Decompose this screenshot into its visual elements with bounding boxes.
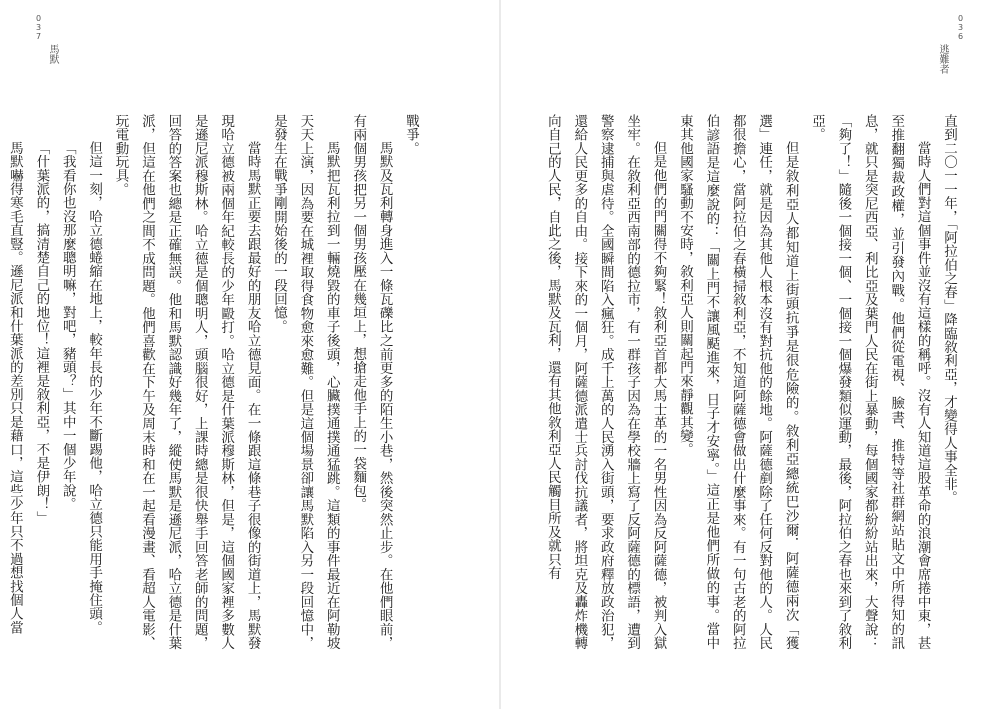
body-paragraph: 「什葉派的，搞清楚自己的地位！這裡是敘利亞，不是伊朗！」	[33, 141, 50, 525]
body-paragraph: 但是敘利亞人都知道上街頭抗爭是很危險的。敘利亞總統巴沙爾．阿薩德兩次「獲選」連任，就是因為其他人根本沒有對抗他的餘地。阿薩德剷除了任何反對他的人。人民都很擔心，當阿拉伯之春橫掃敘利亞，不知道阿薩德會做出什麼事來。有一句古老的阿拉伯諺語是這麼說的：「關上門不讓風颳進來，日子才安寧。」這正是他們所做的事。當中東其他國家騷動不安時，敘利亞人則關起門來靜觀其變。	[676, 114, 799, 650]
body-paragraph: 「我看你也沒那麼聰明嘛，對吧，豬頭？」其中一個少年說。	[59, 141, 76, 511]
body-paragraph: 戰爭。	[403, 114, 419, 156]
left-running-title: 馬默	[47, 44, 58, 64]
right-running-title: 逃難者	[937, 44, 948, 74]
right-page	[500, 0, 1000, 709]
body-paragraph: 馬默嚇得寒毛直豎。遜尼派和什葉派的差別只是藉口，這些少年只不過想找個人當	[6, 141, 23, 635]
left-page-number: 037	[34, 14, 43, 41]
body-paragraph: 馬默及瓦利轉身進入一條瓦礫比之前更多的陌生小巷，然後突然止步。在他們眼前，有兩個男孩把另一個男孩壓在幾垣上，想搶走他手上的一袋麵包。	[350, 114, 393, 650]
right-page-number: 036	[956, 14, 965, 41]
left-body-text	[6, 114, 424, 650]
body-paragraph: 但這一刻，哈立德蜷縮在地上，較年長的少年不斷踢他，哈立德只能用手掩住頭。	[86, 141, 103, 635]
body-paragraph: 直到二〇一一年，「阿拉伯之春」降臨敘利亞，才變得人事全非。	[941, 114, 957, 505]
body-paragraph: 但是他們的門關得不夠緊！敘利亞首都大馬士革的一名男性因為反阿薩德，被判入獄坐牢。在敘利亞西南部的德拉市，有一群孩子因為在學校牆上寫了反阿薩德的標語，遭到警察逮捕與虐待。全國瞬間陷入瘋狂。成千上萬的人民湧入街頭，要求政府釋放政治犯，還給人民更多的自由。接下來的一個月，阿薩德派遣士兵討伐抗議者，將坦克及轟炸機轉向自己的人民，自此之後，馬默及瓦利，還有其他敘利亞人民觸目所及就只有	[544, 114, 667, 650]
right-body-text	[544, 114, 962, 650]
body-paragraph: 當時馬默正要去跟最好的朋友哈立德見面。在一條跟這條巷子很像的街道上，馬默發現哈立德被兩個年紀較長的少年毆打。哈立德是什葉派穆斯林，但是，這個國家裡多數人是遜尼派穆斯林。哈立德是個聰明人，頭腦很好，上課時總是很快舉手回答老師的問題，回答的答案也總是正確無誤。他和馬默認識好幾年了，縱使馬默是遜尼派，哈立德是什葉派，但這在他們之間不成問題。他們喜歡在下午及周末時和在一起看漫畫、看超人電影、玩電動玩具。	[112, 114, 261, 650]
body-paragraph: 當時人們對這個事件並沒有這樣的稱呼。沒有人知道這股革命的浪潮會席捲中東，甚至推翻獨裁政權，並引發內戰。他們從電視、臉書、推特等社群網站貼文中所得知的訊息，就只是突尼西亞、利比亞及葉門人民在街上暴動，每個國家都紛紛站出來，大聲說：「夠了！」隨後一個接一個、一個接一個爆發類似運動，最後，阿拉伯之春也來到了敘利亞。	[808, 114, 931, 650]
body-paragraph: 馬默把瓦利拉到一輛燒毀的車子後頭，心臟撲通撲通猛跳。這類的事件最近在阿勒坡天天上演，因為要在城裡取得食物愈來愈難。但是這個場景卻讓馬默陷入另一段回憶中，是發生在戰爭剛開始後的一段回憶。	[270, 114, 340, 650]
